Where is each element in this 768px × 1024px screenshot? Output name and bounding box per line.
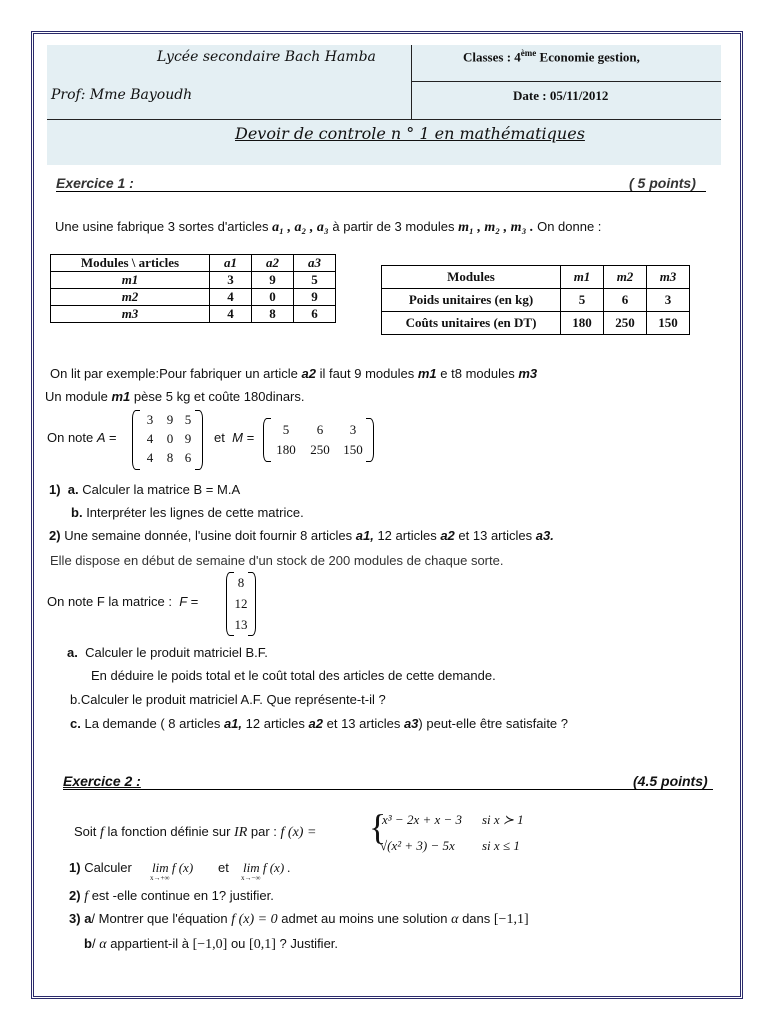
limit-plus-infinity-sub: x→+∞ <box>150 874 170 882</box>
ex1-title: Exercice 1 : <box>56 175 134 191</box>
stock-statement: Elle dispose en début de semaine d'un stock de 200 modules de chaque sorte. <box>50 553 504 568</box>
matrix-m: 5 6 3 180 250 150 <box>276 422 363 457</box>
question-2b: b.Calculer le produit matriciel A.F. Que représente-t-il ? <box>70 692 386 707</box>
piecewise-cond-1: si x ≻ 1 <box>482 812 524 827</box>
matrix-a-right-paren <box>195 410 203 470</box>
table-row: m3 4 8 6 <box>51 306 336 323</box>
page-title: Devoir de controle n ° 1 en mathématiques <box>235 124 585 143</box>
matrix-a-left-paren <box>132 410 140 470</box>
table-row: m2 4 0 9 <box>51 289 336 306</box>
question-2a: a. Calculer le produit matriciel B.F. <box>67 645 268 660</box>
question-2: 2) Une semaine donnée, l'usine doit fournir 8 articles a1, 12 articles a2 et 13 articles a3. <box>49 528 554 543</box>
ex2-points: (4.5 points) <box>633 773 708 789</box>
classes-label: Classes : 4ème Economie gestion, <box>463 48 640 65</box>
matrix-f: 8 12 13 <box>234 575 248 632</box>
header-divider-horizontal <box>47 119 721 120</box>
limit-minus-infinity-sub: x→−∞ <box>241 874 261 882</box>
ex1-intro: Une usine fabrique 3 sortes d'articles a₁ , a₂ , a₃ à partir de 3 modules m₁ , m₂ , m₃ . On donne : <box>55 219 602 235</box>
header-divider-vertical <box>411 45 412 119</box>
question-2a-followup: En déduire le poids total et le coût total des articles de cette demande. <box>91 668 496 683</box>
prof-name: Prof: Mme Bayoudh <box>51 87 193 103</box>
piecewise-cond-2: si x ≤ 1 <box>482 838 520 853</box>
limit-et: et <box>218 860 229 875</box>
table-row: m1 3 9 5 <box>51 272 336 289</box>
matrix-note-label: On note A = <box>47 430 117 445</box>
question-2c: c. La demande ( 8 articles a1, 12 articles a2 et 13 articles a3) peut-elle être satisfaite ? <box>70 716 568 731</box>
table-row: Coûts unitaires (en DT) 180 250 150 <box>382 312 690 335</box>
weight-cost-table <box>381 265 690 335</box>
ex2-underline <box>63 789 713 790</box>
date-label: Date : 05/11/2012 <box>513 88 609 103</box>
piecewise-case-1: x³ − 2x + x − 3 <box>382 812 463 827</box>
example-reading-line1: On lit par exemple:Pour fabriquer un article a2 il faut 9 modules m1 e t8 modules m3 <box>50 366 538 381</box>
matrix-a: 3 9 5 4 0 9 4 8 6 <box>146 412 192 465</box>
table-row: Poids unitaires (en kg) 5 6 3 <box>382 289 690 312</box>
ex1-points: ( 5 points) <box>629 175 696 191</box>
ex2-question-3b: b/ α appartient-il à [−1,0] ou [0,1] ? Justifier. <box>84 936 339 952</box>
school-name: Lycée secondaire Bach Hamba <box>157 49 376 65</box>
example-reading-line2: Un module m1 pèse 5 kg et coûte 180dinars. <box>45 389 305 404</box>
ex2-question-1: 1) Calculer <box>69 860 132 875</box>
ex2-title: Exercice 2 : <box>63 773 141 789</box>
function-def-intro: Soit f la fonction définie sur IR par : f (x) = <box>74 824 317 840</box>
table-header-row: Modules \ articles a1 a2 a3 <box>51 255 336 272</box>
ex2-question-2: 2) f est -elle continue en 1? justifier. <box>69 888 274 904</box>
header-divider-right <box>411 81 721 82</box>
matrix-f-label: On note F la matrice : F = <box>47 594 199 609</box>
modules-articles-table <box>50 254 336 323</box>
limit-plus-infinity: lim f (x) <box>152 860 194 875</box>
ex2-question-3a: 3) a/ Montrer que l'équation f (x) = 0 admet au moins une solution α dans [−1,1] <box>69 911 529 927</box>
matrix-m-label: et M = <box>214 430 255 445</box>
piecewise-case-2: √(x² + 3) − 5x <box>380 838 455 853</box>
question-1a: 1) a. Calculer la matrice B = M.A <box>49 482 241 497</box>
header-box <box>47 45 721 165</box>
piecewise-brace: { <box>369 807 387 847</box>
table-header-row: Modules m1 m2 m3 <box>382 266 690 289</box>
limit-minus-infinity: lim f (x) . <box>243 860 291 875</box>
question-1b: b. Interpréter les lignes de cette matrice. <box>71 505 304 520</box>
ex1-underline <box>56 191 706 192</box>
